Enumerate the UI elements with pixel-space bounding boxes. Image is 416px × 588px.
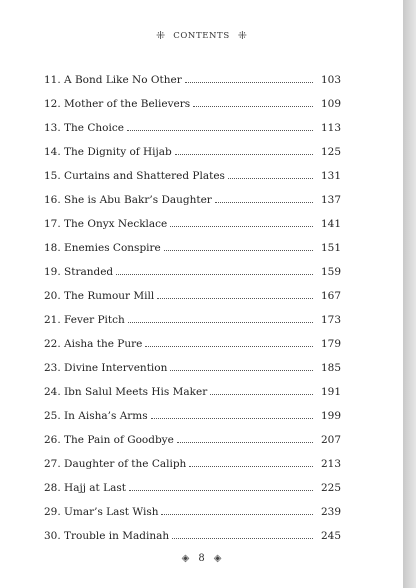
dot-leader [128, 322, 313, 323]
toc-entry-title: 17. The Onyx Necklace [44, 218, 168, 230]
toc-entry-title: 13. The Choice [44, 122, 124, 134]
toc-entry[interactable] [44, 230, 342, 254]
toc-entry-title: 19. Stranded [44, 266, 114, 278]
toc-entry-title: 28. Hajj at Last [44, 482, 126, 494]
page-number: 8 [198, 553, 205, 564]
dot-leader [151, 418, 313, 419]
page-footer [0, 553, 403, 564]
dot-leader [177, 442, 313, 443]
dot-leader [157, 298, 313, 299]
toc-entry[interactable] [44, 446, 342, 470]
toc-entry-page: 207 [321, 434, 342, 446]
dot-leader [175, 154, 313, 155]
toc-entry[interactable] [44, 494, 342, 518]
toc-entry[interactable] [44, 374, 342, 398]
toc-entry-page: 239 [321, 506, 342, 518]
toc-entry-title: 25. In Aisha’s Arms [44, 410, 148, 422]
left-ornament-icon: ⁜ [156, 29, 166, 42]
toc-entry[interactable] [44, 302, 342, 326]
toc-entry-title: 12. Mother of the Believers [44, 98, 191, 110]
toc-entry[interactable] [44, 326, 342, 350]
dot-leader [210, 394, 313, 395]
toc-entry[interactable] [44, 398, 342, 422]
dot-leader [172, 538, 313, 539]
toc-entry-title: 18. Enemies Conspire [44, 242, 161, 254]
dot-leader [127, 130, 313, 131]
toc-entry-page: 173 [321, 314, 342, 326]
toc-entry[interactable] [44, 206, 342, 230]
dot-leader [161, 514, 313, 515]
toc-entry-title: 15. Curtains and Shattered Plates [44, 170, 225, 182]
right-ornament-icon: ⁜ [237, 29, 247, 42]
toc-entry-page: 103 [321, 74, 342, 86]
dot-leader [116, 274, 313, 275]
footer-right-ornament-icon: ◈ [213, 552, 222, 564]
toc-entry-title: 20. The Rumour Mill [44, 290, 155, 302]
table-of-contents [44, 62, 342, 542]
toc-entry-title: 16. She is Abu Bakr’s Daughter [44, 194, 212, 206]
toc-entry[interactable] [44, 158, 342, 182]
running-header [0, 30, 403, 41]
dot-leader [145, 346, 313, 347]
dot-leader [164, 250, 313, 251]
toc-entry[interactable] [44, 110, 342, 134]
toc-entry[interactable] [44, 278, 342, 302]
toc-entry-page: 191 [321, 386, 342, 398]
toc-entry-title: 11. A Bond Like No Other [44, 74, 182, 86]
toc-entry-page: 199 [321, 410, 342, 422]
dot-leader [129, 490, 313, 491]
toc-entry-page: 159 [321, 266, 342, 278]
toc-entry-title: 29. Umar’s Last Wish [44, 506, 159, 518]
dot-leader [185, 82, 313, 83]
toc-entry-page: 131 [321, 170, 342, 182]
toc-entry-page: 179 [321, 338, 342, 350]
toc-entry-page: 213 [321, 458, 342, 470]
toc-entry[interactable] [44, 422, 342, 446]
toc-entry-page: 137 [321, 194, 342, 206]
toc-entry-page: 141 [321, 218, 342, 230]
toc-entry-page: 225 [321, 482, 342, 494]
toc-entry-page: 151 [321, 242, 342, 254]
toc-entry-title: 22. Aisha the Pure [44, 338, 143, 350]
toc-entry-page: 167 [321, 290, 342, 302]
dot-leader [170, 226, 313, 227]
toc-entry[interactable] [44, 518, 342, 542]
toc-entry-title: 27. Daughter of the Caliph [44, 458, 187, 470]
toc-entry-title: 26. The Pain of Goodbye [44, 434, 174, 446]
toc-entry-page: 113 [321, 122, 342, 134]
toc-entry-page: 109 [321, 98, 342, 110]
toc-entry[interactable] [44, 470, 342, 494]
toc-entry-page: 185 [321, 362, 342, 374]
toc-entry[interactable] [44, 134, 342, 158]
dot-leader [189, 466, 313, 467]
dot-leader [215, 202, 313, 203]
toc-entry[interactable] [44, 62, 342, 86]
toc-entry[interactable] [44, 254, 342, 278]
toc-entry-title: 24. Ibn Salul Meets His Maker [44, 386, 208, 398]
toc-entry-title: 30. Trouble in Madinah [44, 530, 170, 542]
toc-entry-title: 14. The Dignity of Hijab [44, 146, 172, 158]
dot-leader [170, 370, 313, 371]
toc-entry-page: 125 [321, 146, 342, 158]
toc-entry-title: 21. Fever Pitch [44, 314, 125, 326]
toc-entry-title: 23. Divine Intervention [44, 362, 168, 374]
page-title: CONTENTS [173, 30, 230, 41]
dot-leader [193, 106, 313, 107]
toc-entry[interactable] [44, 86, 342, 110]
dot-leader [228, 178, 313, 179]
toc-entry-page: 245 [321, 530, 342, 542]
page-edge-shadow [403, 0, 416, 588]
toc-entry[interactable] [44, 182, 342, 206]
toc-entry[interactable] [44, 350, 342, 374]
footer-left-ornament-icon: ◈ [181, 552, 190, 564]
